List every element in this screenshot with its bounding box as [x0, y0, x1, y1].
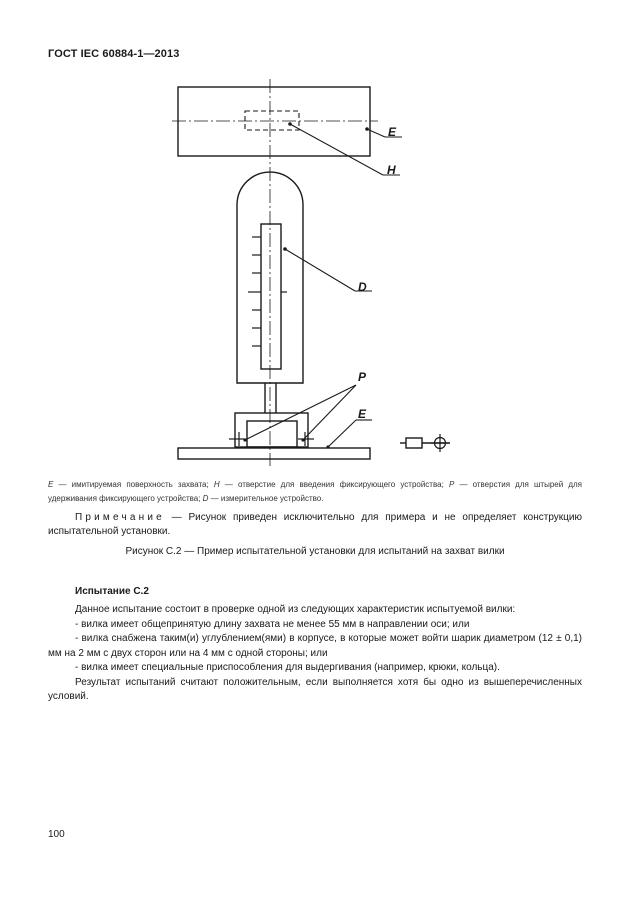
section-title: Испытание С.2 [75, 586, 149, 597]
holder-inner [247, 421, 297, 447]
figure-note: Примечание — Рисунок приведен исключительно для примера и не определяет конструкцию испытательной установки. [48, 512, 582, 537]
page-number: 100 [48, 829, 65, 840]
measuring-device [261, 224, 281, 369]
figure-caption: Рисунок С.2 — Пример испытательной установки для испытаний на захват вилки [125, 546, 505, 557]
base-plate [178, 448, 370, 459]
label-E-top: E [388, 125, 397, 139]
label-P: P [358, 370, 367, 384]
paragraph: Данное испытание состоит в проверке одной из следующих характеристик испытуемой вилки: [75, 604, 516, 615]
list-item: - вилка имеет общепринятую длину захвата не менее 55 мм в направлении оси; или [75, 618, 470, 630]
label-E-bottom: E [358, 407, 367, 421]
list-item: - вилка снабжена таким(и) углублением(ями) в корпусе, в которые может войти шарик диаметром (12 ± 0,1) мм на 2 мм с двух сторон или на 4 мм с одной стороны; или [48, 633, 582, 659]
document-header: ГОСТ IEC 60884-1—2013 [48, 48, 180, 60]
label-H: H [387, 163, 396, 177]
list-item: - вилка имеет специальные приспособления для выдергивания (например, крюки, кольца). [75, 662, 500, 673]
label-D: D [358, 280, 367, 294]
section-body [48, 603, 582, 705]
ball-symbol [431, 434, 449, 452]
grip-surface-block [178, 87, 370, 156]
paragraph: Результат испытаний считают положительным, если выполняется хотя бы одно из вышеперечисленных условий. [48, 676, 582, 702]
figure-legend: E — имитируемая поверхность захвата; H — отверстие для введения фиксирующего устройства; P — отверстия для штырей для удерживания фиксирующего устройства; D — измерительное устройство. [48, 480, 582, 503]
fixing-hole [245, 111, 299, 130]
